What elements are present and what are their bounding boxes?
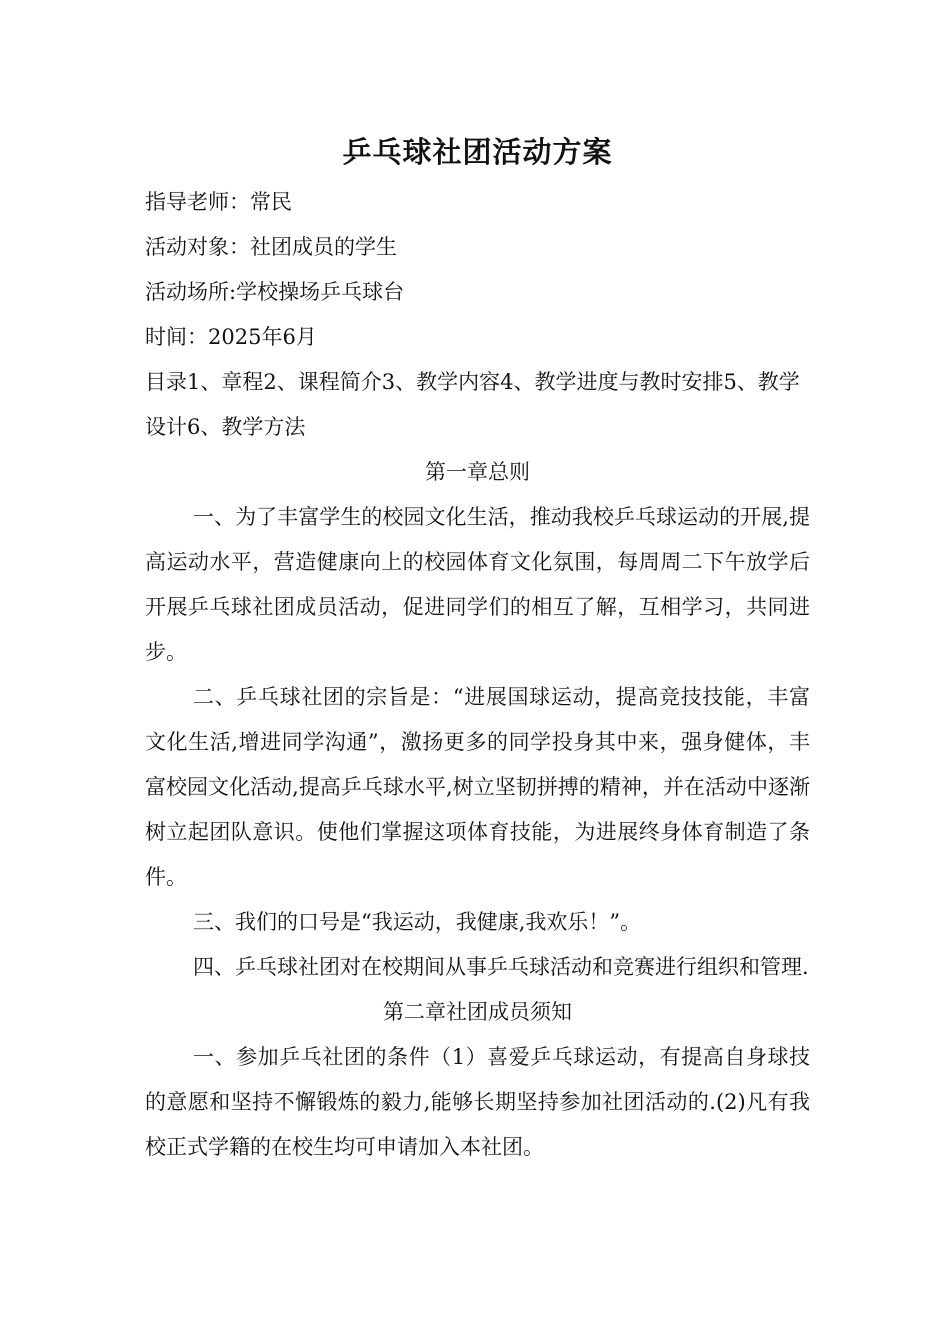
meta-audience: 活动对象：社团成员的学生 [145,235,397,259]
meta-venue: 活动场所:学校操场乒乓球台 [145,280,405,304]
chapter-1-paragraph: 四、乒乓球社团对在校期间从事乒乓球活动和竞赛进行组织和管理. [193,955,809,979]
chapter-1-paragraph: 三、我们的口号是“我运动，我健康,我欢乐！”。 [193,910,642,934]
chapter-2-heading: 第二章社团成员须知 [383,1000,572,1024]
document-title: 乒乓球社团活动方案 [342,135,613,169]
chapter-1-heading: 第一章总则 [425,460,530,484]
chapter-2-paragraph: 一、参加乒乓社团的条件（1）喜爱乒乓球运动，有提高自身球技的意愿和坚持不懈锻炼的毅力,能够长期坚持参加社团活动的.(2)凡有我校正式学籍的在校生均可申请加入本社团。 [145,1045,810,1159]
meta-instructor: 指导老师：常民 [145,190,292,214]
table-of-contents: 目录1、章程2、课程简介3、教学内容4、教学进度与教时安排5、教学设计6、教学方法 [145,370,800,439]
document-page [145,130,810,1170]
chapter-1-paragraph: 二、乒乓球社团的宗旨是：“进展国球运动，提高竞技技能，丰富文化生活,增进同学沟通”，激扬更多的同学投身其中来，强身健体，丰富校园文化活动,提高乒乓球水平,树立坚韧拼搏的精神，并在活动中逐渐树立起团队意识。使他们掌握这项体育技能，为进展终身体育制造了条件。 [145,685,810,889]
chapter-1-paragraph: 一、为了丰富学生的校园文化生活，推动我校乒乓球运动的开展,提高运动水平，营造健康向上的校园体育文化氛围，每周周二下午放学后开展乒乓球社团成员活动，促进同学们的相互了解，互相学习，共同进步。 [145,505,810,664]
meta-time: 时间：2025年6月 [145,325,317,349]
